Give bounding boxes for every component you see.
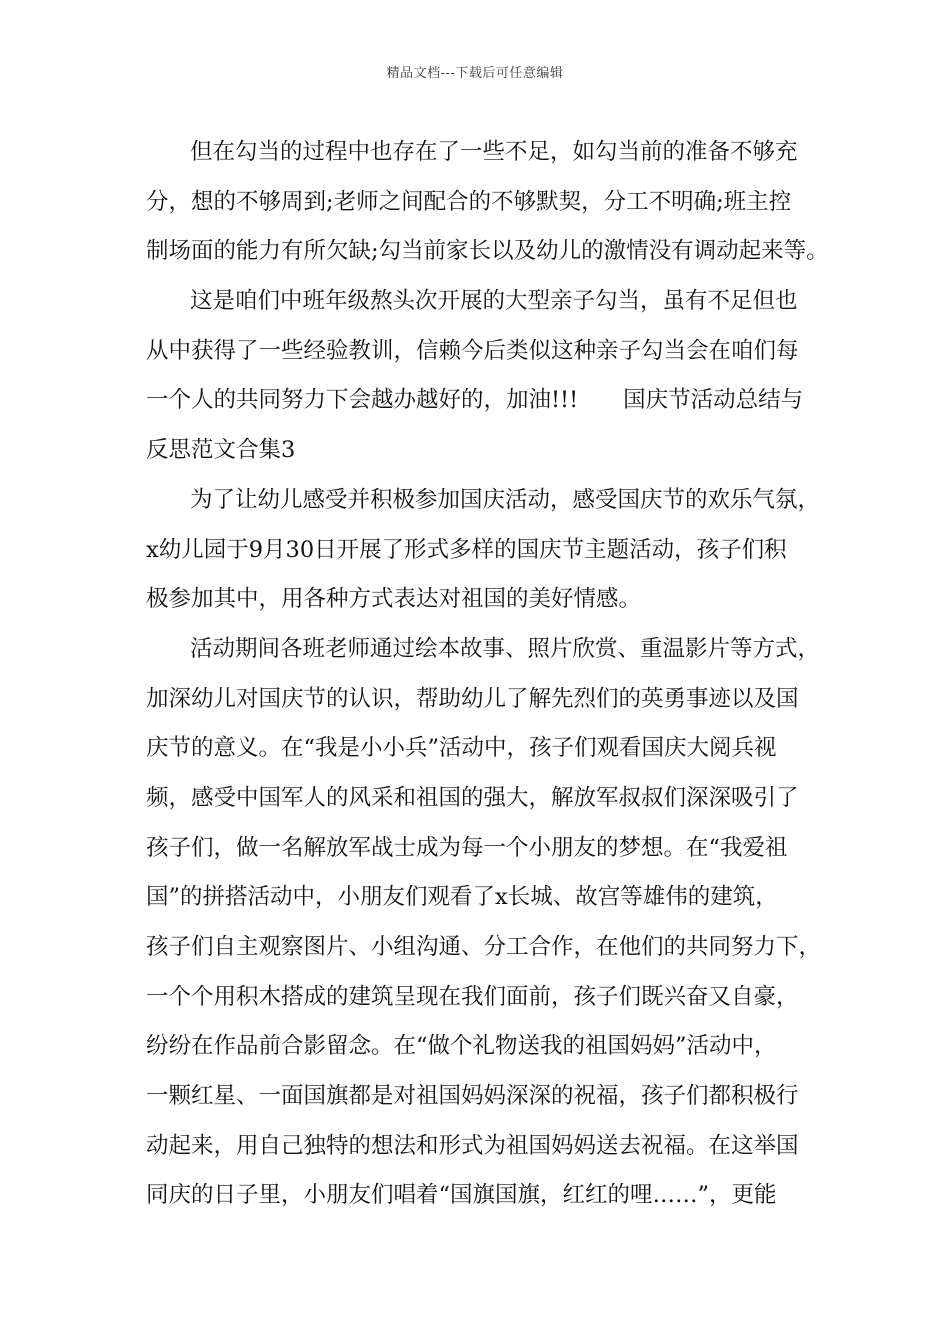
text-line: 一个人的共同努力下会越办越好的，加油!!! 国庆节活动总结与 [146, 387, 804, 414]
text-line: 一个个用积木搭成的建筑呈现在我们面前，孩子们既兴奋又自豪， [146, 983, 799, 1010]
document-body [146, 128, 829, 1221]
text-line: 孩子们，做一名解放军战士成为每一个小朋友的梦想。在“我爱祖 [146, 834, 788, 861]
text-line: 加深幼儿对国庆节的认识，帮助幼儿了解先烈们的英勇事迹以及国 [146, 685, 799, 712]
text-line: 从中获得了一些经验教训，信赖今后类似这种亲子勾当会在咱们每 [146, 337, 799, 364]
text-line: 这是咱们中班年级熬头次开展的大型亲子勾当，虽有不足但也 [190, 288, 798, 315]
text-line: 国”的拼搭活动中，小朋友们观看了x长城、故宫等雄伟的建筑， [146, 884, 778, 911]
text-line: 分，想的不够周到;老师之间配合的不够默契，分工不明确;班主控 [146, 188, 792, 215]
text-line: 活动期间各班老师通过绘本故事、照片欣赏、重温影片等方式， [190, 635, 821, 662]
text-line: 制场面的能力有所欠缺;勾当前家长以及幼儿的激情没有调动起来等。 [146, 238, 829, 265]
text-line: 频，感受中国军人的风采和祖国的强大，解放军叔叔们深深吸引了 [146, 784, 799, 811]
text-line: 极参加其中，用各种方式表达对祖国的美好情感。 [146, 586, 642, 613]
text-line: 动起来，用自己独特的想法和形式为祖国妈妈送去祝福。在这举国 [146, 1132, 799, 1159]
text-line: 但在勾当的过程中也存在了一些不足，如勾当前的准备不够充 [190, 139, 798, 165]
text-line: 同庆的日子里，小朋友们唱着“国旗国旗，红红的哩……”，更能 [146, 1182, 777, 1209]
page-header: 精品文档---下载后可任意编辑 [386, 66, 564, 81]
text-line: 一颗红星、一面国旗都是对祖国妈妈深深的祝福，孩子们都积极行 [146, 1083, 799, 1110]
text-line: 反思范文合集3 [146, 437, 296, 464]
text-line: 纷纷在作品前合影留念。在“做个礼物送我的祖国妈妈”活动中， [146, 1033, 777, 1060]
text-line: 为了让幼儿感受并积极参加国庆活动，感受国庆节的欢乐气氛， [190, 486, 821, 513]
text-line: 庆节的意义。在“我是小小兵”活动中，孩子们观看国庆大阅兵视 [146, 735, 777, 762]
text-line: 孩子们自主观察图片、小组沟通、分工合作，在他们的共同努力下， [146, 934, 822, 960]
text-line: x幼儿园于9月30日开展了形式多样的国庆节主题活动，孩子们积 [146, 536, 787, 563]
